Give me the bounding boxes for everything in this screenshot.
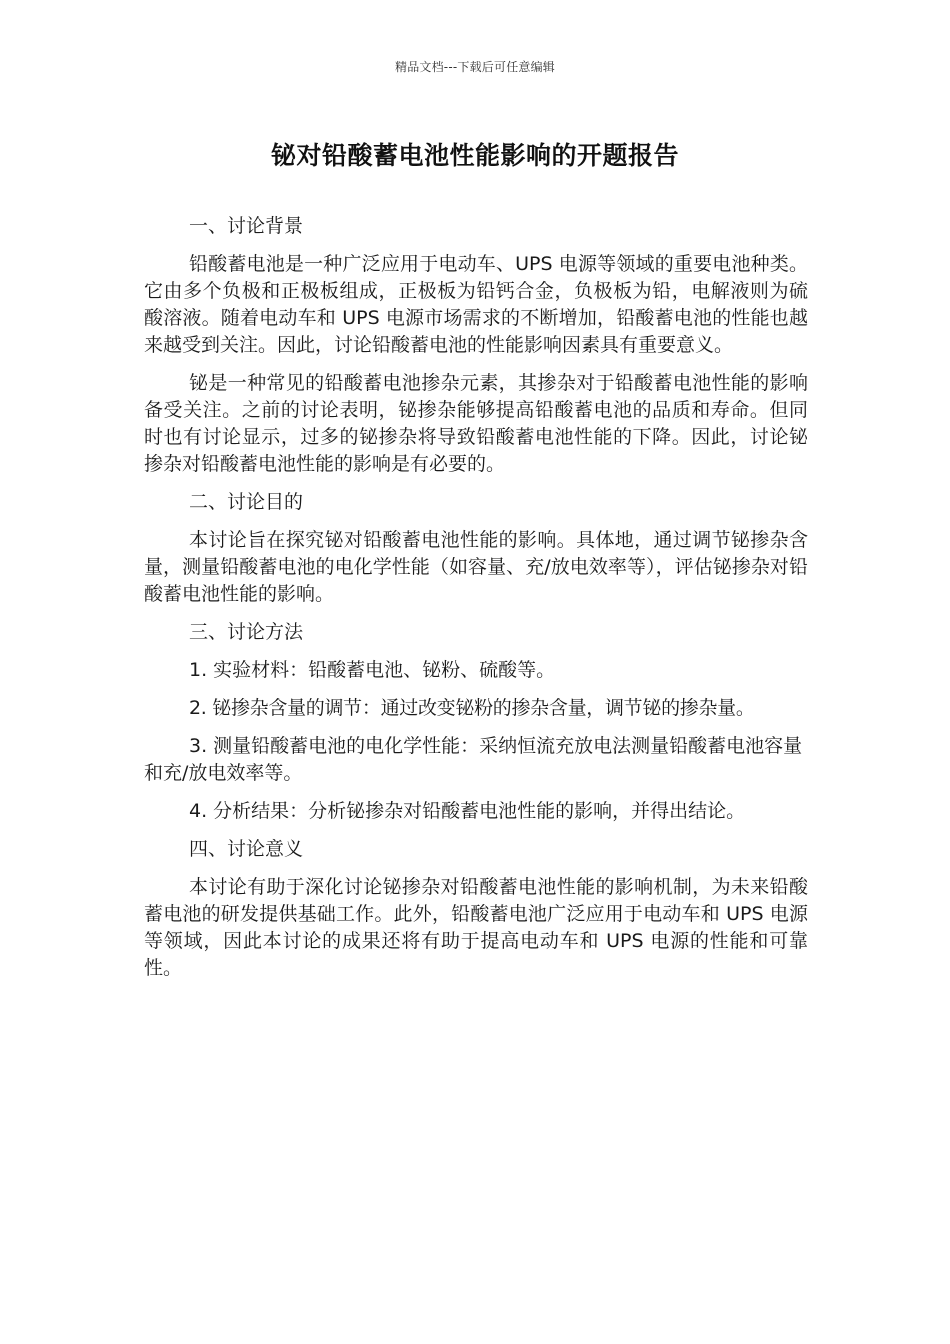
background-paragraph-1: 铅酸蓄电池是一种广泛应用于电动车、UPS 电源等领域的重要电池种类。它由多个负极和正极板组成，正极板为铅钙合金，负极板为铅，电解液则为硫酸溶液。随着电动车和 UPS 电源市场需求的不断增加，铅酸蓄电池的性能也越来越受到关注。因此，讨论铅酸蓄电池的性能影响因素具有重要意义。 xyxy=(144,253,808,356)
purpose-paragraph-1: 本讨论旨在探究铋对铅酸蓄电池性能的影响。具体地，通过调节铋掺杂含量，测量铅酸蓄电池的电化学性能（如容量、充/放电效率等），评估铋掺杂对铅酸蓄电池性能的影响。 xyxy=(144,529,808,605)
document-title: 铋对铅酸蓄电池性能影响的开题报告 xyxy=(270,141,679,170)
section-heading-method: 三、讨论方法 xyxy=(189,621,304,643)
section-heading-significance: 四、讨论意义 xyxy=(189,838,304,860)
significance-paragraph-1: 本讨论有助于深化讨论铋掺杂对铅酸蓄电池性能的影响机制，为未来铅酸蓄电池的研发提供基础工作。此外，铅酸蓄电池广泛应用于电动车和 UPS 电源等领域，因此本讨论的成果还将有助于提高电动车和 UPS 电源的性能和可靠性。 xyxy=(144,876,808,979)
method-item-4: 4. 分析结果：分析铋掺杂对铅酸蓄电池性能的影响，并得出结论。 xyxy=(189,800,746,822)
method-item-1: 1. 实验材料：铅酸蓄电池、铋粉、硫酸等。 xyxy=(189,659,556,681)
method-item-3: 3. 测量铅酸蓄电池的电化学性能：采纳恒流充放电法测量铅酸蓄电池容量和充/放电效率等。 xyxy=(144,735,803,784)
document-body xyxy=(144,213,808,993)
section-heading-purpose: 二、讨论目的 xyxy=(189,491,304,513)
section-heading-background: 一、讨论背景 xyxy=(189,215,304,237)
header-note: 精品文档---下载后可任意编辑 xyxy=(395,60,555,74)
background-paragraph-2: 铋是一种常见的铅酸蓄电池掺杂元素，其掺杂对于铅酸蓄电池性能的影响备受关注。之前的讨论表明，铋掺杂能够提高铅酸蓄电池的品质和寿命。但同时也有讨论显示，过多的铋掺杂将导致铅酸蓄电池性能的下降。因此，讨论铋掺杂对铅酸蓄电池性能的影响是有必要的。 xyxy=(144,372,808,475)
method-item-2: 2. 铋掺杂含量的调节：通过改变铋粉的掺杂含量，调节铋的掺杂量。 xyxy=(189,697,755,719)
